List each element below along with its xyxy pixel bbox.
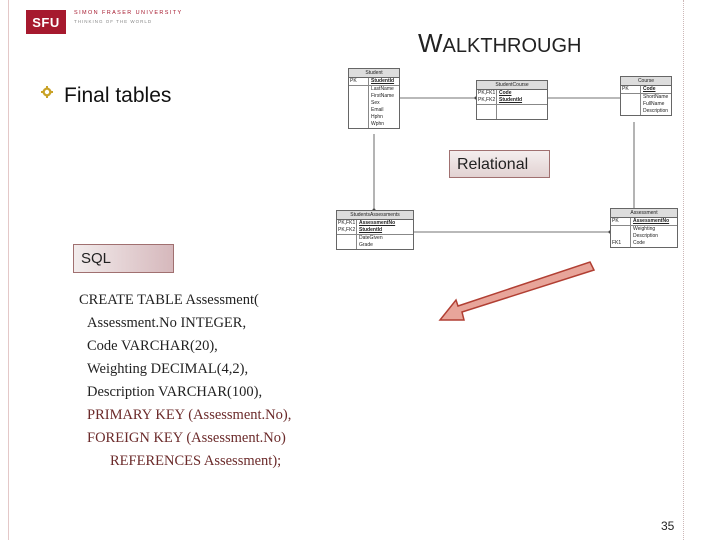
student-title: Student xyxy=(349,69,399,78)
code-line: FOREIGN KEY (Assessment.No) xyxy=(87,430,286,446)
student-pk-col: StudentId xyxy=(371,78,395,84)
sc-fk2-key: PK,FK2 xyxy=(478,97,496,103)
code-line: REFERENCES Assessment); xyxy=(110,453,282,469)
sc-fk1-key: PK,FK1 xyxy=(478,90,496,96)
course-title: Course xyxy=(621,77,671,86)
logo-tagline: THINKING OF THE WORLD xyxy=(74,19,153,24)
student-col: Email xyxy=(371,107,384,113)
code-line: Description VARCHAR(100), xyxy=(87,384,263,400)
code-line: Code VARCHAR(20), xyxy=(87,338,218,354)
sfu-logo xyxy=(12,2,212,38)
course-col: Description xyxy=(643,108,669,114)
student-col: Wphn xyxy=(371,121,385,127)
student-col: LastName xyxy=(371,86,394,92)
assessment-pk-key: PK xyxy=(611,218,631,225)
assessment-col: Weighting xyxy=(633,226,656,232)
course-col: FullName xyxy=(643,101,665,107)
sa-col: DateGiven xyxy=(359,235,383,241)
student-col: FirstName xyxy=(371,93,395,99)
title-rest: ALKTHROUGH xyxy=(442,35,582,57)
sql-tag: SQL xyxy=(73,244,174,273)
arrow-icon xyxy=(436,256,596,326)
sa-fk1-key: PK,FK1 xyxy=(338,220,356,226)
assessment-fk-col: Code xyxy=(633,240,645,246)
student-table xyxy=(348,68,400,129)
course-table xyxy=(620,76,672,116)
right-border xyxy=(683,0,720,540)
code-line: CREATE TABLE Assessment( xyxy=(79,292,259,308)
sa-col: Grade xyxy=(359,242,373,248)
student-course-title: StudentCourse xyxy=(477,81,547,90)
relational-tag: Relational xyxy=(449,150,550,178)
sc-fk1-col: Code xyxy=(499,90,512,96)
course-pk-col: Code xyxy=(643,86,656,92)
code-line: Assessment.No INTEGER, xyxy=(87,315,247,331)
student-pk-key: PK xyxy=(349,78,369,85)
gear-bullet-icon xyxy=(41,86,53,98)
sa-fk2-col: StudentId xyxy=(359,227,383,233)
logo-mark: SFU xyxy=(26,10,66,34)
course-col: ShortName xyxy=(643,94,669,100)
assessment-fk-key: FK1 xyxy=(611,240,631,247)
code-line: Weighting DECIMAL(4,2), xyxy=(87,361,249,377)
assessment-col: Description xyxy=(633,233,659,239)
page-number: 35 xyxy=(661,519,675,533)
course-pk-key: PK xyxy=(621,86,641,93)
slide-title xyxy=(418,28,581,59)
sa-fk1-col: AssessmentNo xyxy=(359,220,396,226)
assessment-title: Assessment xyxy=(611,209,677,218)
student-col: Hphn xyxy=(371,114,383,120)
left-border xyxy=(0,0,9,540)
assessment-table xyxy=(610,208,678,248)
student-col: Sex xyxy=(371,100,380,106)
title-first-letter: W xyxy=(418,28,443,58)
students-assessments-table xyxy=(336,210,414,250)
assessment-pk-col: AssessmentNo xyxy=(633,218,670,224)
student-course-table xyxy=(476,80,548,120)
sa-title: StudentsAssessments xyxy=(337,211,413,220)
logo-name: SIMON FRASER UNIVERSITY xyxy=(74,10,183,16)
sql-code-block xyxy=(79,289,291,473)
sc-fk2-col: StudentId xyxy=(499,97,523,103)
sa-fk2-key: PK,FK2 xyxy=(338,227,356,233)
code-line: PRIMARY KEY (Assessment.No), xyxy=(87,407,292,423)
bullet-text: Final tables xyxy=(64,84,172,107)
